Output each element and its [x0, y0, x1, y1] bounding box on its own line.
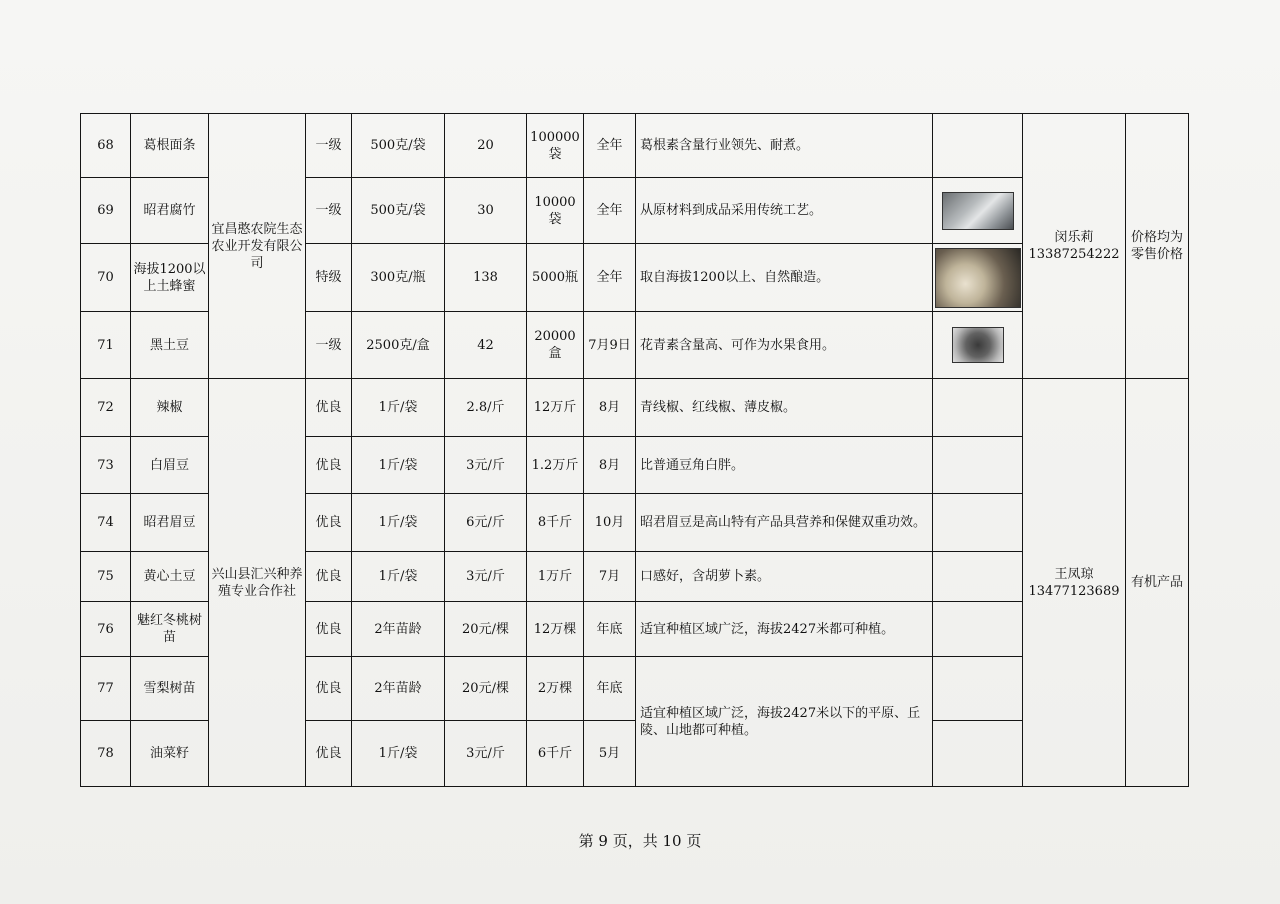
row-number: 73	[81, 437, 131, 494]
row-number: 70	[81, 244, 131, 312]
product-description: 取自海拔1200以上、自然酿造。	[636, 244, 933, 312]
tofu-skin-photo	[942, 192, 1014, 230]
product-price: 2.8/斤	[445, 379, 527, 437]
product-spec: 2年苗龄	[352, 657, 445, 721]
product-grade: 优良	[306, 437, 352, 494]
product-price: 30	[445, 178, 527, 244]
product-image-cell	[933, 437, 1023, 494]
product-quantity: 12万棵	[527, 602, 584, 657]
product-spec: 500克/袋	[352, 178, 445, 244]
product-image-cell	[933, 494, 1023, 552]
table-row	[81, 379, 1189, 437]
product-description: 昭君眉豆是高山特有产品具营养和保健双重功效。	[636, 494, 933, 552]
product-image-cell	[933, 602, 1023, 657]
row-number: 76	[81, 602, 131, 657]
product-grade: 优良	[306, 379, 352, 437]
honey-photo	[935, 248, 1021, 308]
product-image-cell	[933, 552, 1023, 602]
product-description: 适宜种植区域广泛，海拔2427米都可种植。	[636, 602, 933, 657]
contact-cell	[1023, 114, 1126, 379]
product-name: 海拔1200以上土蜂蜜	[131, 244, 209, 312]
product-spec: 300克/瓶	[352, 244, 445, 312]
product-description: 口感好，含胡萝卜素。	[636, 552, 933, 602]
supply-time: 年底	[584, 602, 636, 657]
row-number: 68	[81, 114, 131, 178]
row-number: 78	[81, 721, 131, 787]
product-quantity: 10000袋	[527, 178, 584, 244]
contact-cell	[1023, 379, 1126, 787]
product-name: 魅红冬桃树苗	[131, 602, 209, 657]
product-price: 138	[445, 244, 527, 312]
product-description: 青线椒、红线椒、薄皮椒。	[636, 379, 933, 437]
supply-time: 全年	[584, 244, 636, 312]
contact-name: 闵乐莉	[1054, 230, 1094, 245]
product-price: 3元/斤	[445, 721, 527, 787]
supply-time: 8月	[584, 437, 636, 494]
supply-time: 7月	[584, 552, 636, 602]
product-quantity: 5000瓶	[527, 244, 584, 312]
product-spec: 1斤/袋	[352, 721, 445, 787]
remark-cell: 价格均为零售价格	[1126, 114, 1189, 379]
product-grade: 优良	[306, 552, 352, 602]
supply-time: 全年	[584, 114, 636, 178]
product-image-cell	[933, 244, 1023, 312]
product-spec: 2500克/盒	[352, 312, 445, 379]
product-price: 20元/棵	[445, 602, 527, 657]
product-quantity: 20000盒	[527, 312, 584, 379]
product-quantity: 6千斤	[527, 721, 584, 787]
row-number: 77	[81, 657, 131, 721]
product-quantity: 1万斤	[527, 552, 584, 602]
company-name: 兴山县汇兴种养殖专业合作社	[209, 379, 306, 787]
product-price: 3元/斤	[445, 552, 527, 602]
row-number: 74	[81, 494, 131, 552]
product-name: 昭君眉豆	[131, 494, 209, 552]
product-price: 3元/斤	[445, 437, 527, 494]
remark-cell: 有机产品	[1126, 379, 1189, 787]
product-spec: 1斤/袋	[352, 494, 445, 552]
product-image-cell	[933, 721, 1023, 787]
product-spec: 500克/袋	[352, 114, 445, 178]
product-grade: 优良	[306, 721, 352, 787]
product-grade: 优良	[306, 494, 352, 552]
product-price: 42	[445, 312, 527, 379]
product-name: 辣椒	[131, 379, 209, 437]
product-image-cell	[933, 379, 1023, 437]
product-image-cell	[933, 312, 1023, 379]
product-grade: 一级	[306, 114, 352, 178]
product-price: 20	[445, 114, 527, 178]
product-grade: 优良	[306, 657, 352, 721]
supply-time: 年底	[584, 657, 636, 721]
supply-time: 全年	[584, 178, 636, 244]
page-footer: 第 9 页，共 10 页	[578, 832, 702, 850]
product-spec: 1斤/袋	[352, 552, 445, 602]
product-name: 雪梨树苗	[131, 657, 209, 721]
product-quantity: 1.2万斤	[527, 437, 584, 494]
product-table	[80, 113, 1189, 787]
product-image-cell	[933, 657, 1023, 721]
product-grade: 一级	[306, 312, 352, 379]
product-name: 油菜籽	[131, 721, 209, 787]
supply-time: 10月	[584, 494, 636, 552]
product-spec: 2年苗龄	[352, 602, 445, 657]
supply-time: 8月	[584, 379, 636, 437]
product-description: 适宜种植区域广泛，海拔2427米以下的平原、丘陵、山地都可种植。	[636, 657, 933, 787]
product-image-cell	[933, 178, 1023, 244]
product-name: 白眉豆	[131, 437, 209, 494]
black-potato-photo	[952, 327, 1004, 363]
product-quantity: 2万棵	[527, 657, 584, 721]
product-name: 黑土豆	[131, 312, 209, 379]
product-name: 昭君腐竹	[131, 178, 209, 244]
company-name: 宜昌憨农院生态农业开发有限公司	[209, 114, 306, 379]
product-image-cell	[933, 114, 1023, 178]
product-quantity: 12万斤	[527, 379, 584, 437]
product-name: 葛根面条	[131, 114, 209, 178]
product-spec: 1斤/袋	[352, 437, 445, 494]
product-description: 比普通豆角白胖。	[636, 437, 933, 494]
row-number: 71	[81, 312, 131, 379]
row-number: 69	[81, 178, 131, 244]
supply-time: 7月9日	[584, 312, 636, 379]
product-quantity: 100000袋	[527, 114, 584, 178]
product-price: 6元/斤	[445, 494, 527, 552]
supply-time: 5月	[584, 721, 636, 787]
product-description: 从原材料到成品采用传统工艺。	[636, 178, 933, 244]
product-spec: 1斤/袋	[352, 379, 445, 437]
row-number: 75	[81, 552, 131, 602]
product-name: 黄心土豆	[131, 552, 209, 602]
product-price: 20元/棵	[445, 657, 527, 721]
product-description: 葛根素含量行业领先、耐煮。	[636, 114, 933, 178]
product-quantity: 8千斤	[527, 494, 584, 552]
product-grade: 优良	[306, 602, 352, 657]
table-row	[81, 114, 1189, 178]
row-number: 72	[81, 379, 131, 437]
contact-phone: 13387254222	[1028, 247, 1120, 262]
product-grade: 一级	[306, 178, 352, 244]
product-description: 花青素含量高、可作为水果食用。	[636, 312, 933, 379]
contact-phone: 13477123689	[1028, 583, 1120, 599]
contact-name: 王凤琼	[1054, 566, 1094, 582]
product-grade: 特级	[306, 244, 352, 312]
